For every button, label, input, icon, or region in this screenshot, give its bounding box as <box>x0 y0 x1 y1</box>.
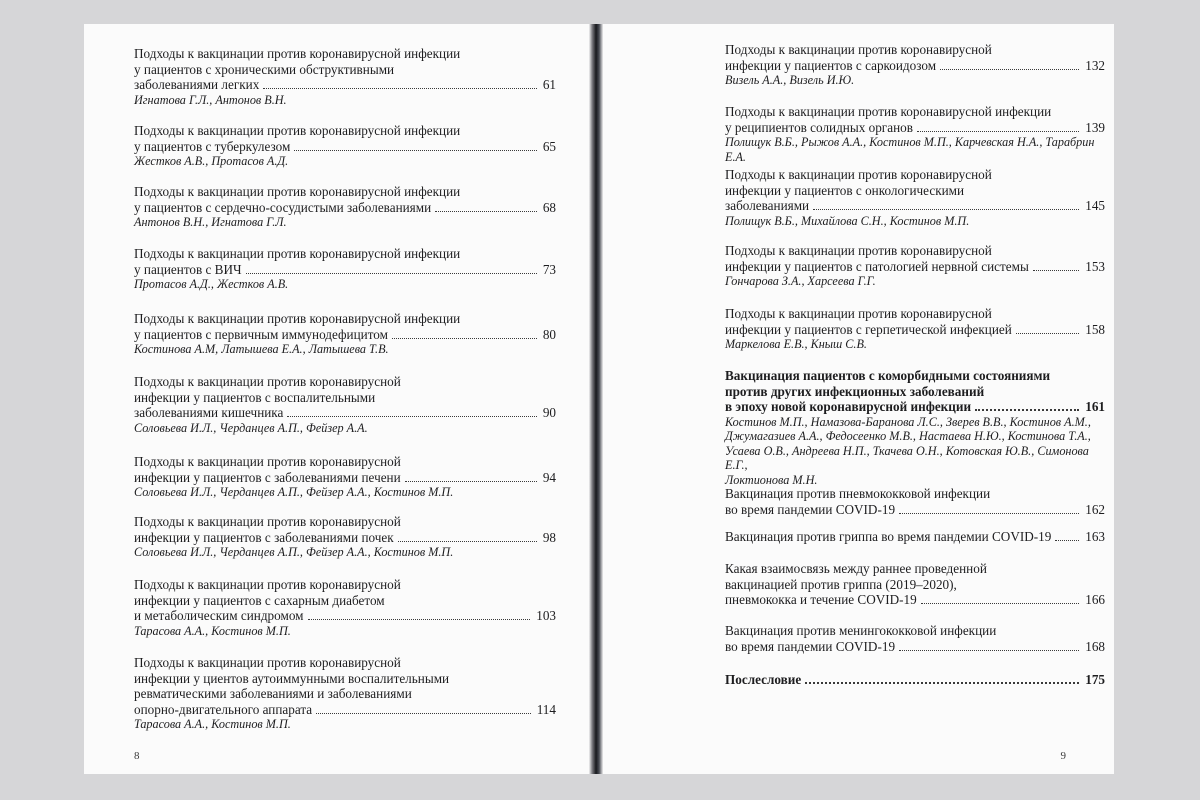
entry-authors: Полищук В.Б., Рыжов А.А., Костинов М.П., Карчевская Н.А., Тарабрин Е.А. <box>725 135 1095 164</box>
entry-title-text: заболеваниями кишечника <box>134 405 284 420</box>
entry-page-number: 68 <box>542 199 556 215</box>
toc-entry <box>134 514 556 560</box>
entry-authors: Тарасова А.А., Костинов М.П. <box>134 623 291 638</box>
entry-authors: Соловьева И.Л., Черданцев А.П., Фейзер А.А. <box>134 420 368 435</box>
entry-page-number: 61 <box>542 77 556 92</box>
entry-title-last-line <box>725 259 1105 275</box>
dot-leader <box>392 338 537 339</box>
entry-title-last-line <box>134 139 556 155</box>
entry-title-line: Вакцинация против пневмококковой инфекции <box>725 486 991 501</box>
entry-title-text: опорно-двигательного аппарата <box>134 701 313 717</box>
book-spread <box>84 24 1114 774</box>
entry-title-line: Подходы к вакцинации против коронавирусной <box>725 42 992 57</box>
entry-title-text: и метаболическим синдромом <box>134 608 304 623</box>
entry-page-number: 114 <box>536 701 556 717</box>
dot-leader <box>294 150 536 151</box>
entry-authors: Протасов А.Д., Жестков А.В. <box>134 277 289 291</box>
entry-authors: Жестков А.В., Протасов А.Д. <box>134 154 289 168</box>
dot-leader <box>1055 540 1079 541</box>
toc-entry <box>134 311 556 357</box>
entry-title-line: ревматическими заболеваниями и заболеваниями <box>134 686 412 701</box>
entry-title-text: во время пандемии COVID-19 <box>725 638 896 654</box>
entry-title-last-line <box>725 639 1105 655</box>
entry-title-line: Подходы к вакцинации против коронавирусной <box>134 454 401 469</box>
entry-title-text: инфекции у пациентов с герпетической инфекцией <box>725 321 1012 337</box>
entry-title-line: Подходы к вакцинации против коронавирусной <box>725 167 992 182</box>
toc-entry <box>725 529 1105 545</box>
toc-entry <box>134 184 556 230</box>
entry-page-number: 94 <box>542 469 556 485</box>
entry-title-last-line <box>725 120 1105 136</box>
toc-entry <box>134 655 556 732</box>
entry-title-text: пневмококка и течение COVID-19 <box>725 592 917 607</box>
dot-leader <box>899 650 1079 651</box>
dot-leader <box>917 131 1079 132</box>
entry-title-line: инфекции у пациентов с сахарным диабетом <box>134 592 385 608</box>
entry-authors: Маркелова Е.В., Кныш С.В. <box>725 337 867 351</box>
entry-title-line: против других инфекционных заболеваний <box>725 383 985 399</box>
entry-title-last-line <box>725 58 1105 74</box>
entry-authors: Соловьева И.Л., Черданцев А.П., Фейзер А.А., Костинов М.П. <box>134 485 454 499</box>
toc-entry <box>725 243 1105 289</box>
entry-title-text: Послесловие <box>725 672 802 687</box>
entry-page-number: 168 <box>1085 638 1105 654</box>
entry-title-last-line <box>134 327 556 343</box>
left-page <box>84 24 595 774</box>
toc-entry <box>725 486 1105 517</box>
entry-title-line: Подходы к вакцинации против коронавирусной <box>134 374 401 389</box>
entry-page-number: 145 <box>1085 198 1105 213</box>
entry-page-number: 163 <box>1085 529 1105 544</box>
entry-page-number: 153 <box>1085 258 1105 274</box>
dot-leader <box>805 682 1079 684</box>
dot-leader <box>1016 333 1079 334</box>
toc-entry <box>725 306 1105 352</box>
toc-entry <box>134 454 556 500</box>
entry-title-last-line <box>725 322 1105 338</box>
dot-leader <box>940 69 1079 70</box>
entry-authors: Локтионова М.Н. <box>725 472 818 487</box>
entry-authors: Усаева О.В., Андреева Н.П., Ткачева О.Н., Котовская Ю.В., Симонова Е.Г., <box>725 443 1089 472</box>
entry-page-number: 161 <box>1085 399 1105 414</box>
dot-leader <box>1033 270 1079 271</box>
entry-title-line: Подходы к вакцинации против коронавирусной инфекции <box>134 123 461 138</box>
entry-title-last-line <box>725 592 1105 608</box>
toc-entry <box>725 672 1105 688</box>
entry-title-line: Подходы к вакцинации против коронавирусной инфекции <box>134 184 461 199</box>
toc-entry <box>134 577 556 638</box>
entry-title-last-line <box>725 198 1105 214</box>
entry-title-line: Подходы к вакцинации против коронавирусной <box>134 655 401 670</box>
entry-authors: Костинов М.П., Намазова-Баранова Л.С., Зверев В.В., Костинов А.М., <box>725 414 1091 429</box>
entry-page-number: 98 <box>542 529 556 545</box>
entry-page-number: 65 <box>542 138 556 154</box>
toc-entry <box>725 561 1105 608</box>
entry-title-text: Вакцинация против гриппа во время пандемии COVID-19 <box>725 529 1052 544</box>
entry-authors: Соловьева И.Л., Черданцев А.П., Фейзер А.А., Костинов М.П. <box>134 545 454 559</box>
entry-authors: Антонов В.Н., Игнатова Г.Л. <box>134 215 287 229</box>
entry-title-line: инфекции у пациентов с онкологическими <box>725 182 965 198</box>
entry-title-line: инфекции у циентов аутоиммунными воспалительными <box>134 670 450 686</box>
entry-title-text: у пациентов с первичным иммунодефицитом <box>134 326 388 342</box>
entry-page-number: 166 <box>1085 592 1105 607</box>
toc-entry <box>725 623 1105 654</box>
dot-leader <box>398 541 537 542</box>
dot-leader <box>405 481 537 482</box>
entry-page-number: 132 <box>1085 57 1105 73</box>
toc-entry <box>134 374 556 435</box>
dot-leader <box>287 416 536 417</box>
entry-title-last-line <box>134 702 556 718</box>
entry-page-number: 158 <box>1085 321 1105 337</box>
dot-leader <box>435 211 537 212</box>
entry-title-text: инфекции у пациентов с патологией нервной системы <box>725 258 1029 274</box>
dot-leader <box>813 209 1079 210</box>
entry-title-last-line <box>134 405 556 421</box>
entry-title-text: заболеваниями <box>725 198 810 213</box>
toc-entry <box>134 46 556 107</box>
entry-title-text: во время пандемии COVID-19 <box>725 501 896 517</box>
entry-title-text: инфекции у пациентов с заболеваниями почек <box>134 529 394 545</box>
dot-leader <box>246 273 537 274</box>
entry-title-last-line <box>134 200 556 216</box>
entry-title-text: в эпоху новой коронавирусной инфекции <box>725 399 972 414</box>
book-spine <box>589 24 603 774</box>
page-number-left: 8 <box>134 750 140 762</box>
entry-authors: Полищук В.Б., Михайлова С.Н., Костинов М.П. <box>725 213 970 228</box>
entry-title-text: у пациентов с туберкулезом <box>134 138 291 154</box>
entry-authors: Костинова А.М, Латышева Е.А., Латышева Т.В. <box>134 342 389 356</box>
entry-authors: Визель А.А., Визель И.Ю. <box>725 73 855 87</box>
entry-title-last-line <box>725 399 1105 415</box>
entry-title-text: у реципиентов солидных органов <box>725 119 913 135</box>
toc-entry <box>134 246 556 292</box>
entry-title-text: заболеваниями легких <box>134 77 260 92</box>
toc-entry <box>725 167 1105 228</box>
dot-leader <box>899 513 1079 514</box>
entry-title-line: Вакцинация пациентов с коморбидными состояниями <box>725 368 1051 383</box>
entry-page-number: 73 <box>542 261 556 277</box>
entry-page-number: 90 <box>542 405 556 420</box>
entry-title-line: Какая взаимосвязь между раннее проведенной <box>725 561 987 576</box>
entry-title-line: Вакцинация против менингококковой инфекции <box>725 623 997 638</box>
dot-leader <box>975 409 1079 411</box>
entry-title-line: Подходы к вакцинации против коронавирусной <box>725 306 992 321</box>
entry-page-number: 80 <box>542 326 556 342</box>
toc-entry <box>725 42 1105 88</box>
entry-title-last-line <box>134 262 556 278</box>
entry-title-last-line <box>725 502 1105 518</box>
entry-authors: Джумагазиев А.А., Федосеенко М.В., Настаева Н.Ю., Костинова Т.А., <box>725 429 1091 443</box>
entry-authors: Тарасова А.А., Костинов М.П. <box>134 717 291 731</box>
page-number-right: 9 <box>1060 750 1066 762</box>
dot-leader <box>263 88 536 89</box>
entry-title-line: у пациентов с хроническими обструктивными <box>134 61 395 77</box>
entry-title-text: инфекции у пациентов с саркоидозом <box>725 57 937 73</box>
entry-title-line: Подходы к вакцинации против коронавирусной инфекции <box>134 311 461 326</box>
entry-title-last-line <box>725 529 1105 545</box>
entry-page-number: 162 <box>1085 501 1105 517</box>
dot-leader <box>308 619 531 620</box>
entry-title-text: инфекции у пациентов с заболеваниями печени <box>134 469 401 485</box>
entry-title-text: у пациентов с сердечно-сосудистыми заболеваниями <box>134 199 432 215</box>
entry-authors: Гончарова З.А., Харсеева Г.Г. <box>725 274 876 288</box>
entry-title-line: Подходы к вакцинации против коронавирусной <box>134 577 401 592</box>
entry-title-last-line <box>134 470 556 486</box>
right-page <box>599 24 1114 774</box>
entry-title-line: Подходы к вакцинации против коронавирусной инфекции <box>134 46 461 61</box>
entry-title-last-line <box>725 672 1105 688</box>
entry-title-last-line <box>134 77 556 93</box>
toc-entry <box>725 368 1105 487</box>
dot-leader <box>316 713 531 714</box>
entry-title-line: Подходы к вакцинации против коронавирусной <box>134 514 401 529</box>
entry-title-last-line <box>134 608 556 624</box>
entry-title-last-line <box>134 530 556 546</box>
entry-title-line: Подходы к вакцинации против коронавирусной <box>725 243 992 258</box>
entry-authors: Игнатова Г.Л., Антонов В.Н. <box>134 92 287 107</box>
entry-title-line: Подходы к вакцинации против коронавирусной инфекции <box>134 246 461 261</box>
entry-page-number: 139 <box>1085 119 1105 135</box>
entry-page-number: 103 <box>536 608 556 623</box>
entry-title-line: вакцинацией против гриппа (2019–2020), <box>725 576 957 592</box>
dot-leader <box>921 603 1079 604</box>
toc-entry <box>725 104 1105 164</box>
entry-page-number: 175 <box>1085 672 1105 687</box>
entry-title-line: Подходы к вакцинации против коронавирусной инфекции <box>725 104 1052 119</box>
toc-entry <box>134 123 556 169</box>
entry-title-text: у пациентов с ВИЧ <box>134 261 242 277</box>
entry-title-line: инфекции у пациентов с воспалительными <box>134 389 376 405</box>
